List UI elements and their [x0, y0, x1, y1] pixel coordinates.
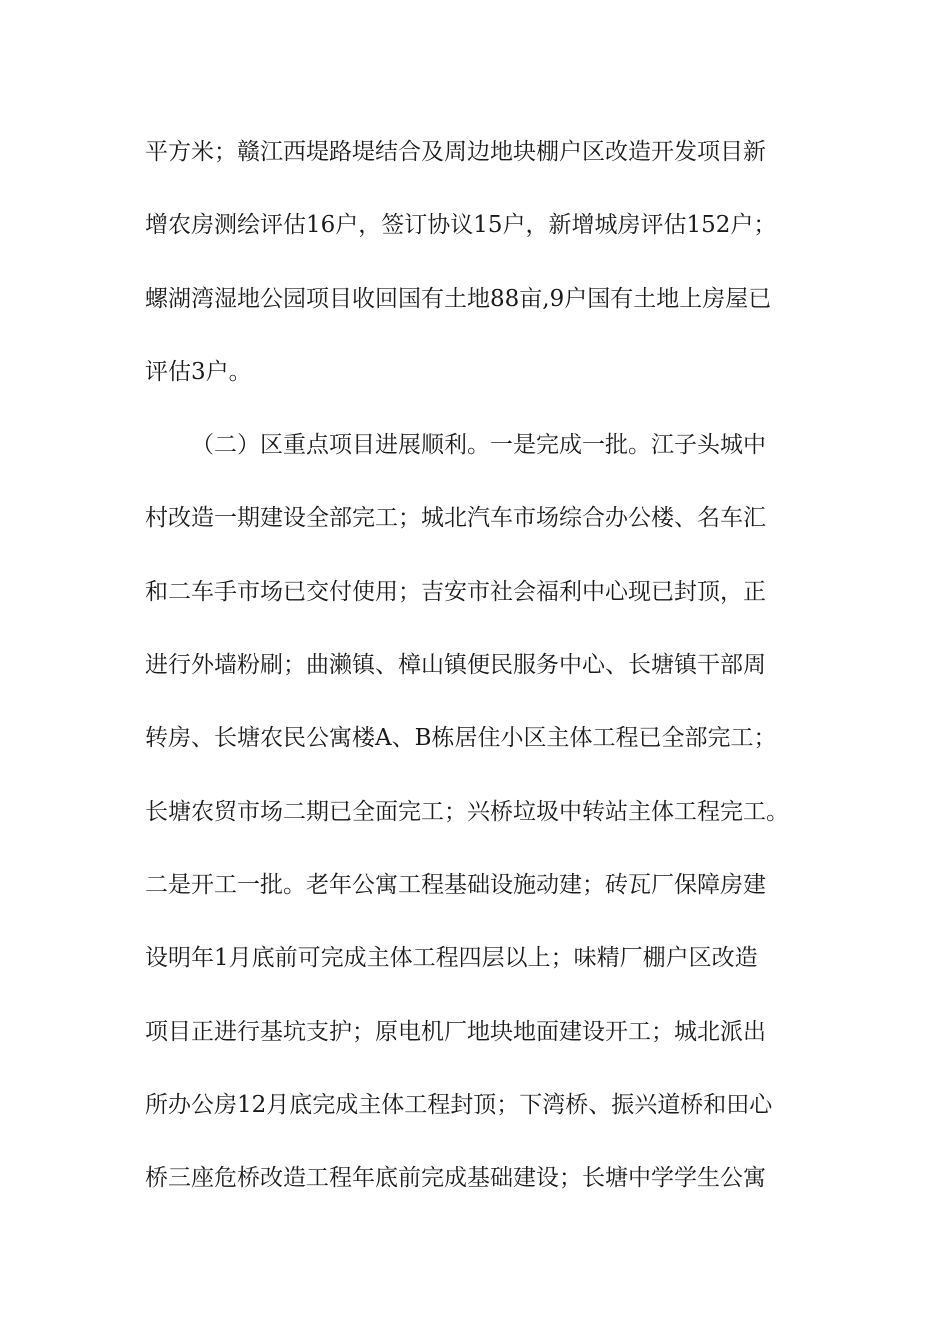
text-line: 评估3户。 [145, 358, 252, 385]
text-line: 设明年1月底前可完成主体工程四层以上；味精厂棚户区改造 [145, 945, 758, 972]
text-line: 螺湖湾湿地公园项目收回国有土地88亩,9户国有土地上房屋已 [145, 285, 772, 312]
text-line: 所办公房12月底完成主体工程封顶；下湾桥、振兴道桥和田心 [145, 1091, 773, 1118]
text-line: 增农房测绘评估16户，签订协议15户，新增城房评估152户； [145, 212, 777, 239]
text-line: 二是开工一批。老年公寓工程基础设施动建；砖瓦厂保障房建 [145, 871, 766, 898]
text-line: 平方米；赣江西堤路堤结合及周边地块棚户区改造开发项目新 [145, 139, 766, 165]
text-line: 转房、长塘农民公寓楼A、B栋居住小区主体工程已全部完工； [145, 725, 777, 752]
text-line: 村改造一期建设全部完工；城北汽车市场综合办公楼、名车汇 [145, 505, 766, 532]
text-line: 进行外墙粉刷；曲濑镇、樟山镇便民服务中心、长塘镇干部周 [145, 652, 766, 679]
paragraph-start-line: （二）区重点项目进展顺利。一是完成一批。江子头城中 [191, 432, 766, 459]
text-line: 桥三座危桥改造工程年底前完成基础建设；长塘中学学生公寓 [145, 1165, 766, 1192]
body-text [145, 128, 825, 1227]
text-line: 长塘农贸市场二期已全面完工；兴桥垃圾中转站主体工程完工。 [145, 798, 789, 825]
text-line: 和二车手市场已交付使用；吉安市社会福利中心现已封顶，正 [145, 578, 766, 605]
text-line: 项目正进行基坑支护；原电机厂地块地面建设开工；城北派出 [145, 1018, 766, 1045]
